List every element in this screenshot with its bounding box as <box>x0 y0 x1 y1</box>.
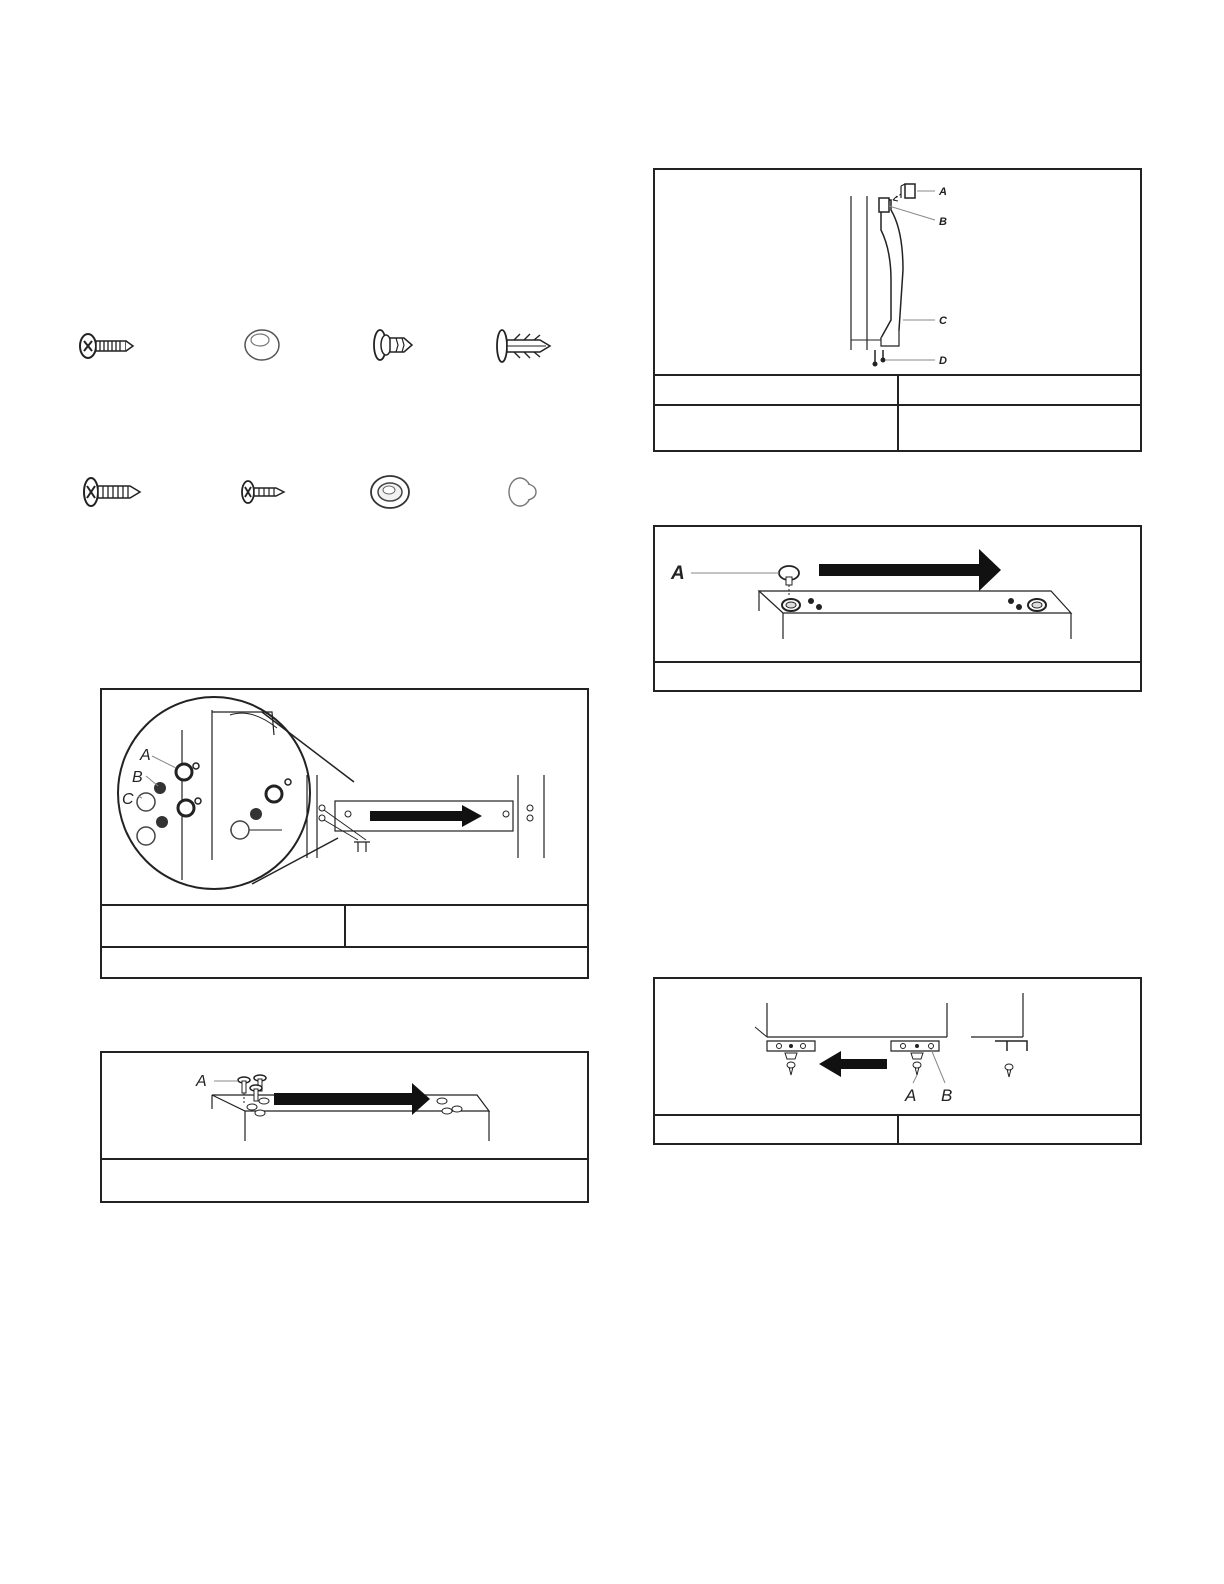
hole-plug-icon <box>240 328 284 362</box>
figure-top-screws <box>100 1051 589 1203</box>
part-hole-plug <box>240 328 284 362</box>
top-screws-caption-cell <box>102 1160 587 1203</box>
bottom-hinge-caption-row <box>655 1114 1140 1145</box>
part-button-cap <box>502 474 542 510</box>
part-push-rivet <box>370 326 420 364</box>
top-screws-illustration <box>102 1053 587 1158</box>
part-pan-head-phillips-screw <box>76 330 136 362</box>
pan-head-phillips-screw-icon <box>76 330 136 362</box>
hinge-label-a: A <box>140 747 151 764</box>
figure-bottom-hinge <box>653 977 1142 1145</box>
handle-caption-row-2 <box>655 404 1140 452</box>
wood-screw-icon <box>80 475 146 509</box>
bottom-hinge-caption-cell-left <box>655 1116 897 1145</box>
part-wood-screw <box>80 475 146 509</box>
top-plug-label-a: A <box>671 563 685 584</box>
handle-caption-row-1 <box>655 374 1140 406</box>
part-small-phillips-screw <box>238 478 288 506</box>
bottom-hinge-label-b: B <box>941 1086 953 1105</box>
bottom-hinge-illustration <box>655 979 1140 1114</box>
handle-caption-cell-left-2 <box>655 406 897 452</box>
part-plastic-anchor <box>490 326 554 366</box>
handle-label-c: C <box>939 315 947 327</box>
push-rivet-icon <box>370 326 420 364</box>
hinge-caption-cell-right <box>344 906 588 948</box>
figure-hinge-detail <box>100 688 589 979</box>
hinge-caption-row-1 <box>102 904 587 948</box>
top-screws-label-a: A <box>196 1073 207 1090</box>
button-cap-icon <box>502 474 542 510</box>
bottom-hinge-label-a: A <box>905 1086 917 1105</box>
top-plug-caption-row <box>655 661 1140 692</box>
handle-label-b: B <box>939 216 947 228</box>
plastic-anchor-icon <box>490 326 554 366</box>
handle-caption-cell-left-1 <box>655 376 897 406</box>
hinge-caption-cell-left <box>102 906 344 948</box>
top-screws-caption-row <box>102 1158 587 1203</box>
hinge-label-c: C <box>122 791 134 808</box>
hinge-detail-illustration <box>102 690 587 904</box>
bottom-hinge-caption-cell-right <box>897 1116 1141 1145</box>
handle-illustration <box>655 170 1140 374</box>
hinge-caption-row-2 <box>102 946 587 979</box>
small-phillips-screw-icon <box>238 478 288 506</box>
hinge-caption-cell-full <box>102 948 587 979</box>
handle-label-d: D <box>939 355 947 367</box>
handle-caption-cell-right-1 <box>897 376 1141 406</box>
figure-top-plug <box>653 525 1142 692</box>
figure-handle <box>653 168 1142 452</box>
hinge-label-b: B <box>132 769 143 786</box>
top-plug-caption-cell <box>655 663 1140 692</box>
handle-caption-cell-right-2 <box>897 406 1141 452</box>
handle-label-a: A <box>939 186 947 198</box>
part-grommet <box>366 472 414 512</box>
grommet-icon <box>366 472 414 512</box>
top-plug-illustration <box>655 527 1140 661</box>
